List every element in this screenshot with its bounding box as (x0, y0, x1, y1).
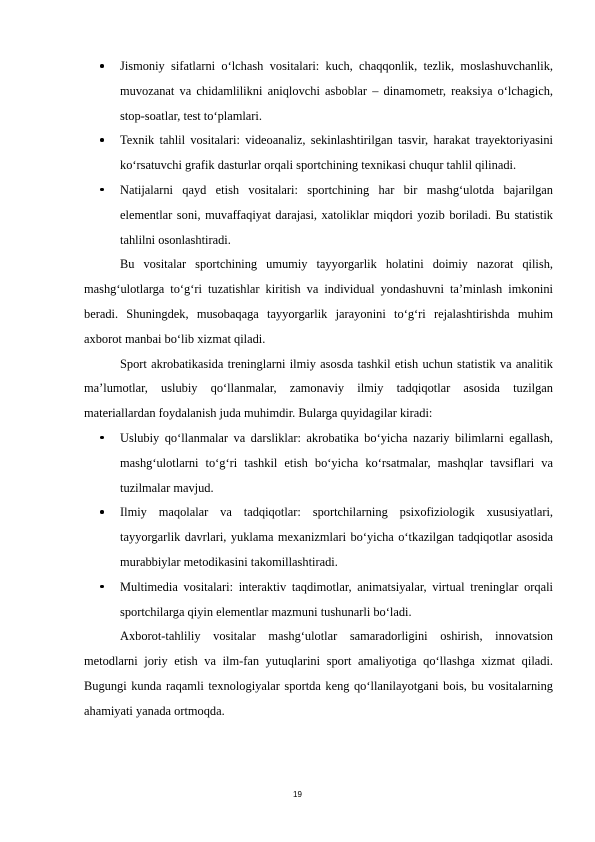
bullet-item-methodical-manuals (84, 426, 553, 500)
bullet-icon (100, 64, 104, 68)
bullet-item-results-recording (84, 178, 553, 252)
paragraph-tools-purpose: Bu vositalar sportchining umumiy tayyorgarlik holatini doimiy nazorat qilish, mashg‘ulotlarga to‘g‘ri tuzatishlar kiritish va individual yondashuvni ta’minlash imkonini beradi. Shuningdek, musobaqaga tayyorgarlik jarayonini to‘g‘ri rejalashtirishda muhim axborot manbai bo‘lib xizmat qiladi. (84, 257, 553, 346)
bullet-text: Multimedia vositalari: interaktiv taqdimotlar, animatsiyalar, virtual treninglar orqali sportchilarga qiyin elementlar mazmuni tushunarli bo‘ladi. (120, 579, 553, 619)
bullet-icon (100, 188, 104, 192)
bullet-icon (100, 585, 104, 589)
page-content (84, 54, 553, 724)
bullet-text: Ilmiy maqolalar va tadqiqotlar: sportchilarning psixofiziologik xususiyatlari, tayyorgarlik davrlari, yuklama mexanizmlari bo‘yicha o‘tkazilgan tadqiqotlar asosida murabbiylar metodikasini takomillashtiradi. (120, 505, 553, 569)
bullet-icon (100, 138, 104, 142)
bullet-text: Natijalarni qayd etish vositalari: sportchining har bir mashg‘ulotda bajarilgan elementlar soni, muvaffaqiyat darajasi, xatoliklar miqdori yozib boriladi. Bu statistik tahlilni osonlashtiradi. (120, 182, 553, 247)
bullet-item-multimedia-tools (84, 575, 553, 625)
bullet-icon (100, 436, 104, 440)
page-number: 19 (293, 790, 302, 799)
bullet-item-technical-analysis (84, 128, 553, 178)
bullet-text: Uslubiy qo‘llanmalar va darsliklar: akrobatika bo‘yicha nazariy bilimlarni egallash, mashg‘ulotlarni to‘g‘ri tashkil etish bo‘yicha ko‘rsatmalar, mashqlar tavsiflari va tuzilmalar mavjud. (120, 430, 553, 495)
bullet-item-scientific-articles (84, 500, 553, 574)
bullet-item-physical-measurement (84, 54, 553, 128)
bullet-icon (100, 510, 104, 514)
bullet-text: Texnik tahlil vositalari: videoanaliz, sekinlashtirilgan tasvir, harakat trayektoriyasini ko‘rsatuvchi grafik dasturlar orqali sportchining texnikasi chuqur tahlil qilinadi. (120, 133, 553, 173)
bullet-text: Jismoniy sifatlarni o‘lchash vositalari: kuch, chaqqonlik, tezlik, moslashuvchanlik, muvozanat va chidamlilikni aniqlovchi asboblar – dinamometr, reaksiya o‘lchagich, stop-soatlar, test to‘plamlari. (120, 59, 553, 123)
paragraph-scientific-basis: Sport akrobatikasida treninglarni ilmiy asosda tashkil etish uchun statistik va analitik ma’lumotlar, uslubiy qo‘llanmalar, zamonaviy ilmiy tadqiqotlar asosida tuzilgan materiallardan foydalanish juda muhimdir. Bularga quyidagilar kiradi: (84, 356, 553, 421)
paragraph-conclusion: Axborot-tahliliy vositalar mashg‘ulotlar samaradorligini oshirish, innovatsion metodlarni joriy etish va ilm-fan yutuqlarini sport amaliyotiga qo‘llashga xizmat qiladi. Bugungi kunda raqamli texnologiyalar sportda keng qo‘llanilayotgani bois, bu vositalarning ahamiyati yanada ortmoqda. (84, 629, 553, 718)
